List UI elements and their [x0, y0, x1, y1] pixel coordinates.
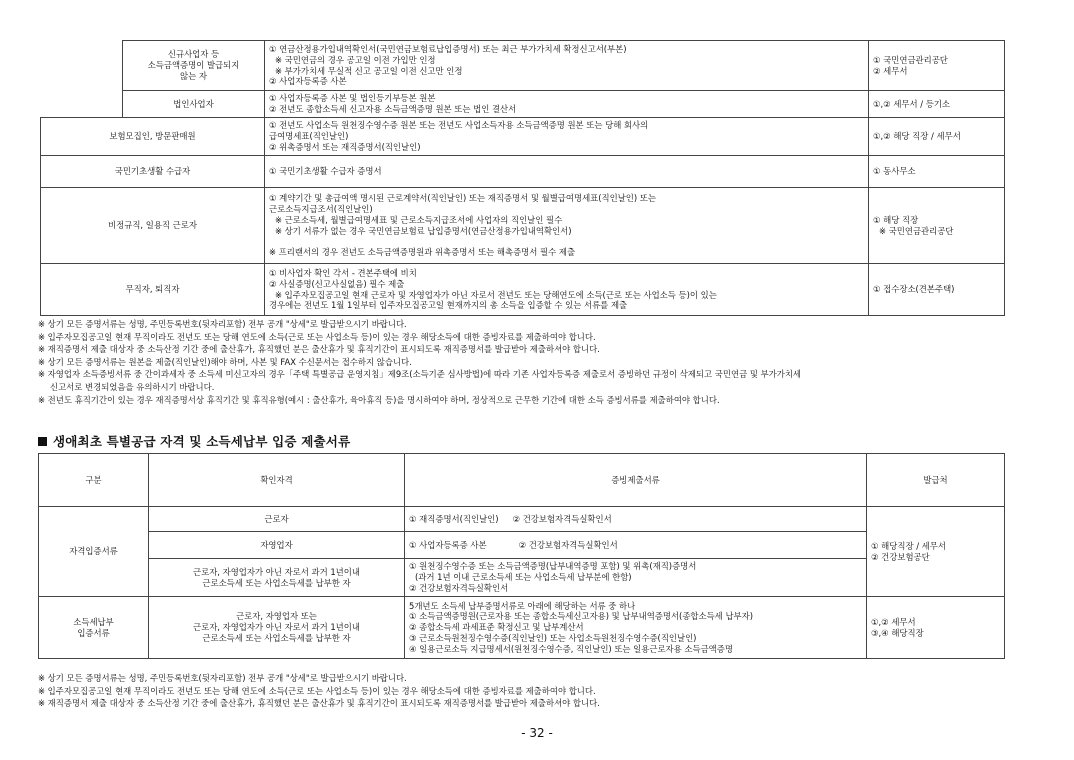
table-header-row — [39, 454, 1005, 507]
qualification-cell: 근로자, 자영업자 또는 근로자, 자영업자가 아닌 자로서 과거 1년이내 근로소득세 또는 사업소득세를 납부한 자 — [149, 597, 405, 659]
category-cell: 국민기초생활 수급자 — [41, 156, 265, 188]
table-row — [41, 188, 1005, 264]
notes-block — [38, 318, 1038, 406]
docs-cell: ① 원천징수영수증 또는 소득금액증명(납부내역증명 포함) 및 위촉(재직)증명서 (과거 1년 이내 근로소득세 또는 사업소득세 납부분에 한함) ② 건강보험자격득실확인서 — [405, 559, 867, 597]
note: ※ 상기 모든 증명서류는 원본을 제출(직인날인)해야 하며, 사본 및 FAX 수신문서는 접수하지 않습니다. — [38, 356, 412, 367]
issuer-cell: ① 해당 직장 ※ 국민연금관리공단 — [869, 188, 1005, 264]
category-cell: 보험모집인, 방문판매원 — [41, 118, 265, 156]
qualification-cell: 근로자, 자영업자가 아닌 자로서 과거 1년이내 근로소득세 또는 사업소득세를 납부한 자 — [149, 559, 405, 597]
qualification-cell: 자영업자 — [149, 532, 405, 559]
note: ※ 재직증명서 제출 대상자 중 소득산정 기간 중에 출산휴가, 휴직했던 분은 출산휴가 및 휴직기간이 표시되도록 재직증명서를 발급받아 제출하셔야 합니다. — [38, 344, 600, 355]
table-row — [41, 91, 1005, 118]
note: ※ 전년도 휴직기간이 있는 경우 재직증명서상 휴직기간 및 휴직유형(예시 : 출산휴가, 육아휴직 등)을 명시하여야 하며, 정상적으로 근무한 기간에 대한 소득 증빙서류를 제출하여야 합니다. — [38, 394, 720, 405]
docs-cell: ① 재직증명서(직인날인) ② 건강보험자격득실확인서 — [405, 507, 867, 532]
table-row — [39, 507, 1005, 532]
note: 신고서로 변경되었음을 유의하시기 바랍니다. — [50, 381, 215, 392]
issuer-cell: ①,② 세무서 ③,④ 해당직장 — [867, 597, 1005, 659]
notes-block — [38, 672, 1038, 710]
category-cell: 비정규직, 일용직 근로자 — [41, 188, 265, 264]
docs-cell: ① 사업자등록증 사본 및 법인등기부등본 원본 ② 전년도 종합소득세 신고자용 소득금액증명 원본 또는 법인 결산서 — [265, 91, 869, 118]
note: ※ 입주자모집공고일 현재 무직이라도 전년도 또는 당해 연도에 소득(근로 또는 사업소득 등)이 있는 경우 해당소득에 대한 증빙자료를 제출하여야 합니다. — [38, 685, 596, 696]
note: ※ 상기 모든 증명서류는 성명, 주민등록번호(뒷자리포함) 전부 공개 "상세"로 발급받으시기 바랍니다. — [38, 319, 407, 329]
category-cell: 신규사업자 등 소득금액증명이 발급되지 않는 자 — [123, 41, 265, 91]
first-home-proof-table — [38, 453, 1005, 659]
docs-cell: ① 국민기초생활 수급자 증명서 — [265, 156, 869, 188]
issuer-cell: ①,② 세무서 / 등기소 — [869, 91, 1005, 118]
table-row — [39, 532, 1005, 559]
category-cell: 무직자, 퇴직자 — [41, 264, 265, 316]
table-row — [41, 264, 1005, 316]
income-proof-table — [40, 40, 1005, 316]
docs-cell: ① 전년도 사업소득 원천징수영수증 원본 또는 전년도 사업소득자용 소득금액증명 원본 또는 당해 회사의 급여명세표(직인날인) ② 위촉증명서 또는 재직증명서(직인날인) — [265, 118, 869, 156]
table-row — [41, 118, 1005, 156]
table-row — [39, 597, 1005, 659]
note: ※ 상기 모든 증명서류는 성명, 주민등록번호(뒷자리포함) 전부 공개 "상세"로 발급받으시기 바랍니다. — [38, 673, 407, 683]
issuer-cell: ①,② 해당 직장 / 세무서 — [869, 118, 1005, 156]
issuer-cell: ① 해당직장 / 세무서 ② 건강보험공단 — [867, 507, 1005, 597]
issuer-cell: ① 접수장소(견본주택) — [869, 264, 1005, 316]
issuer-cell: ① 국민연금관리공단 ② 세무서 — [869, 41, 1005, 91]
page-number: - 32 - — [521, 726, 553, 740]
docs-cell: ① 비사업자 확인 각서 - 견본주택에 비치 ② 사실증명(신고사실없음) 필수 제출 ※ 입주자모집공고일 현재 근로자 및 자영업자가 아닌 자로서 전년도 또는 당해연도에 소득(근로 또는 사업소득 등)이 있는 경우에는 전년도 1월 1일부터 입주자모집공고일 현재까지의 총 소득을 입증할 수 있는 서류를 제출 — [265, 264, 869, 316]
category-cell: 법인사업자 — [123, 91, 265, 118]
square-bullet-icon — [38, 437, 47, 446]
qualification-cell: 근로자 — [149, 507, 405, 532]
table-row — [39, 559, 1005, 597]
header-qualification: 확인자격 — [149, 454, 405, 507]
header-documents: 증빙제출서류 — [405, 454, 867, 507]
docs-cell: ① 계약기간 및 총급여액 명시된 근로계약서(직인날인) 또는 재직증명서 및 월별급여명세표(직인날인) 또는 근로소득지급조서(직인날인) ※ 근로소득세, 월별급여명세표 및 근로소득지급조서에 사업자의 직인날인 필수 ※ 상기 서류가 없는 경우 국민연금보험료 납입증명서(연금산정용가입내역확인서) ※ 프리랜서의 경우 전년도 소득금액증명원과 위촉증명서 또는 해촉증명서 필수 제출 — [265, 188, 869, 264]
table-row — [41, 156, 1005, 188]
group-label: 소득세납부 입증서류 — [39, 597, 149, 659]
note: ※ 입주자모집공고일 현재 무직이라도 전년도 또는 당해 연도에 소득(근로 또는 사업소득 등)이 있는 경우 해당소득에 대한 증빙자료를 제출하여야 합니다. — [38, 331, 596, 342]
header-category: 구분 — [39, 454, 149, 507]
header-issuer: 발급처 — [867, 454, 1005, 507]
docs-cell: ① 연금산정용가입내역확인서(국민연금보험료납입증명서) 또는 최근 부가가치세 확정신고서(부본) ※ 국민연금의 경우 공고일 이전 가입만 인정 ※ 부가가치세 무실적 신고 공고일 이전 신고만 인정 ② 사업자등록증 사본 — [265, 41, 869, 91]
docs-cell: ① 사업자등록증 사본 ② 건강보험자격득실확인서 — [405, 532, 867, 559]
table-row — [41, 41, 1005, 91]
issuer-cell: ① 동사무소 — [869, 156, 1005, 188]
section-title: 생애최초 특별공급 자격 및 소득세납부 입증 제출서류 — [38, 432, 350, 450]
note: ※ 자영업자 소득증빙서류 중 간이과세자 중 소득세 미신고자의 경우「주택 특별공급 운영지침」제9조(소득기준 심사방법)에 따라 기존 사업자등록증 제출로서 증빙하던 규정이 삭제되고 국민연금 및 부가가치세 — [38, 369, 802, 380]
group-label: 자격입증서류 — [39, 507, 149, 597]
note: ※ 재직증명서 제출 대상자 중 소득산정 기간 중에 출산휴가, 휴직했던 분은 출산휴가 및 휴직기간이 표시되도록 재직증명서를 발급받아 제출하셔야 합니다. — [38, 698, 600, 709]
docs-cell: 5개년도 소득세 납부증명서류로 아래에 해당하는 서류 중 하나 ① 소득금액증명원(근로자용 또는 종합소득세신고자용) 및 납부내역증명서(종합소득세 납부자) ② 종합소득세 과세표준 확정신고 및 납부계산서 ③ 근로소득원천징수영수증(직인날인) 또는 사업소득원천징수영수증(직인날인) ④ 일용근로소득 지급명세서(원천징수영수증, 직인날인) 또는 일용근로자용 소득금액증명 — [405, 597, 867, 659]
